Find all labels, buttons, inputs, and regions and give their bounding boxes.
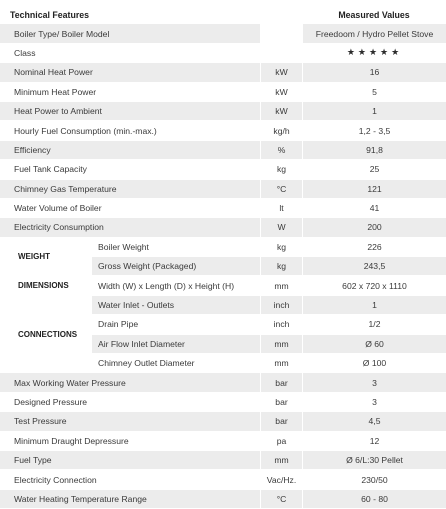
row-value: 3 xyxy=(302,373,446,392)
row-unit: kg xyxy=(260,238,302,257)
row-boiler-type xyxy=(0,24,446,43)
row-value: 1,2 - 3,5 xyxy=(302,121,446,140)
row-value: 4,5 xyxy=(302,412,446,431)
row-label: Chimney Outlet Diameter xyxy=(92,354,260,373)
row-unit: kW xyxy=(260,102,302,121)
row-label: Hourly Fuel Consumption (min.-max.) xyxy=(0,121,260,140)
header-technical-features: Technical Features xyxy=(10,10,90,21)
row-value: Ø 100 xyxy=(302,354,446,373)
row-value: Ø 6/L:30 Pellet xyxy=(302,451,446,470)
row-unit: kg xyxy=(260,160,302,179)
row-value: 243,5 xyxy=(302,257,446,276)
row-unit: mm xyxy=(260,335,302,354)
row-efficiency xyxy=(0,141,446,160)
row-label: Gross Weight (Packaged) xyxy=(92,257,260,276)
row-value: 226 xyxy=(302,238,446,257)
row-label: Water Volume of Boiler xyxy=(0,199,260,218)
row-label: Fuel Type xyxy=(0,451,260,470)
row-unit: °C xyxy=(260,180,302,199)
row-label: Fuel Tank Capacity xyxy=(0,160,260,179)
group-weight: WEIGHT xyxy=(0,238,92,277)
group-dimensions: DIMENSIONS xyxy=(0,276,92,295)
row-class xyxy=(0,44,446,63)
row-unit: kg/h xyxy=(260,121,302,140)
row-heat-power-ambient xyxy=(0,102,446,121)
row-value: 16 xyxy=(302,63,446,82)
row-unit: °C xyxy=(260,490,302,509)
row-label: Designed Pressure xyxy=(0,393,260,412)
row-label: Nominal Heat Power xyxy=(0,63,260,82)
header-measured-values: Measured Values xyxy=(338,10,410,21)
row-value: 1 xyxy=(302,102,446,121)
row-unit: W xyxy=(260,218,302,237)
row-dimensions xyxy=(0,276,446,295)
row-label: Boiler Type/ Boiler Model xyxy=(0,24,260,43)
row-value: 12 xyxy=(302,432,446,451)
table-header-row xyxy=(0,6,446,24)
row-label: Boiler Weight xyxy=(92,238,260,257)
row-value: 230/50 xyxy=(302,470,446,489)
row-label: Electricity Connection xyxy=(0,470,260,489)
row-value: 602 x 720 x 1110 xyxy=(302,276,446,295)
row-label: Air Flow Inlet Diameter xyxy=(92,335,260,354)
row-unit: bar xyxy=(260,412,302,431)
row-boiler-weight xyxy=(0,238,446,257)
row-unit: inch xyxy=(260,296,302,315)
row-water-volume xyxy=(0,199,446,218)
row-nominal-heat-power xyxy=(0,63,446,82)
row-fuel-type xyxy=(0,451,446,470)
row-label: Drain Pipe xyxy=(92,315,260,334)
row-value: 60 - 80 xyxy=(302,490,446,509)
row-label: Test Pressure xyxy=(0,412,260,431)
row-label: Class xyxy=(0,44,260,63)
row-unit: Vac/Hz. xyxy=(260,470,302,489)
row-label: Minimum Heat Power xyxy=(0,83,260,102)
row-max-working-pressure xyxy=(0,373,446,392)
row-unit: kW xyxy=(260,63,302,82)
row-unit: mm xyxy=(260,354,302,373)
row-unit: mm xyxy=(260,276,302,295)
row-unit: % xyxy=(260,141,302,160)
row-label: Water Inlet - Outlets xyxy=(92,296,260,315)
row-unit: kg xyxy=(260,257,302,276)
row-label: Width (W) x Length (D) x Height (H) xyxy=(92,276,260,295)
row-value: 3 xyxy=(302,393,446,412)
row-label: Chimney Gas Temperature xyxy=(0,180,260,199)
row-value: Ø 60 xyxy=(302,335,446,354)
row-value: 200 xyxy=(302,218,446,237)
row-value: 41 xyxy=(302,199,446,218)
group-connections: CONNECTIONS xyxy=(0,296,92,374)
row-label: Efficiency xyxy=(0,141,260,160)
row-test-pressure xyxy=(0,412,446,431)
row-unit: bar xyxy=(260,393,302,412)
row-value: Freedoom / Hydro Pellet Stove xyxy=(302,24,446,43)
row-label: Minimum Draught Depressure xyxy=(0,432,260,451)
row-unit: lt xyxy=(260,199,302,218)
row-hourly-fuel-consumption xyxy=(0,121,446,140)
row-value: 25 xyxy=(302,160,446,179)
row-unit: inch xyxy=(260,315,302,334)
row-designed-pressure xyxy=(0,393,446,412)
row-value: 1/2 xyxy=(302,315,446,334)
row-label: Water Heating Temperature Range xyxy=(0,490,260,509)
row-chimney-gas-temperature xyxy=(0,180,446,199)
row-label: Max Working Water Pressure xyxy=(0,373,260,392)
row-value: 5 xyxy=(302,83,446,102)
row-minimum-draught xyxy=(0,432,446,451)
row-value: 1 xyxy=(302,296,446,315)
row-fuel-tank-capacity xyxy=(0,160,446,179)
row-label: Electricity Consumption xyxy=(0,218,260,237)
row-water-inlet-outlets xyxy=(0,296,446,315)
row-unit xyxy=(260,24,302,43)
row-value: 121 xyxy=(302,180,446,199)
row-unit: kW xyxy=(260,83,302,102)
row-unit: pa xyxy=(260,432,302,451)
row-unit: mm xyxy=(260,451,302,470)
row-value: 91,8 xyxy=(302,141,446,160)
row-electricity-connection xyxy=(0,470,446,489)
row-minimum-heat-power xyxy=(0,83,446,102)
row-unit: bar xyxy=(260,373,302,392)
row-electricity-consumption xyxy=(0,218,446,237)
row-label: Heat Power to Ambient xyxy=(0,102,260,121)
header-unit xyxy=(260,6,302,24)
row-unit xyxy=(260,44,302,63)
technical-features-table xyxy=(0,6,446,509)
class-rating-stars: ★★★★★ xyxy=(346,47,403,58)
